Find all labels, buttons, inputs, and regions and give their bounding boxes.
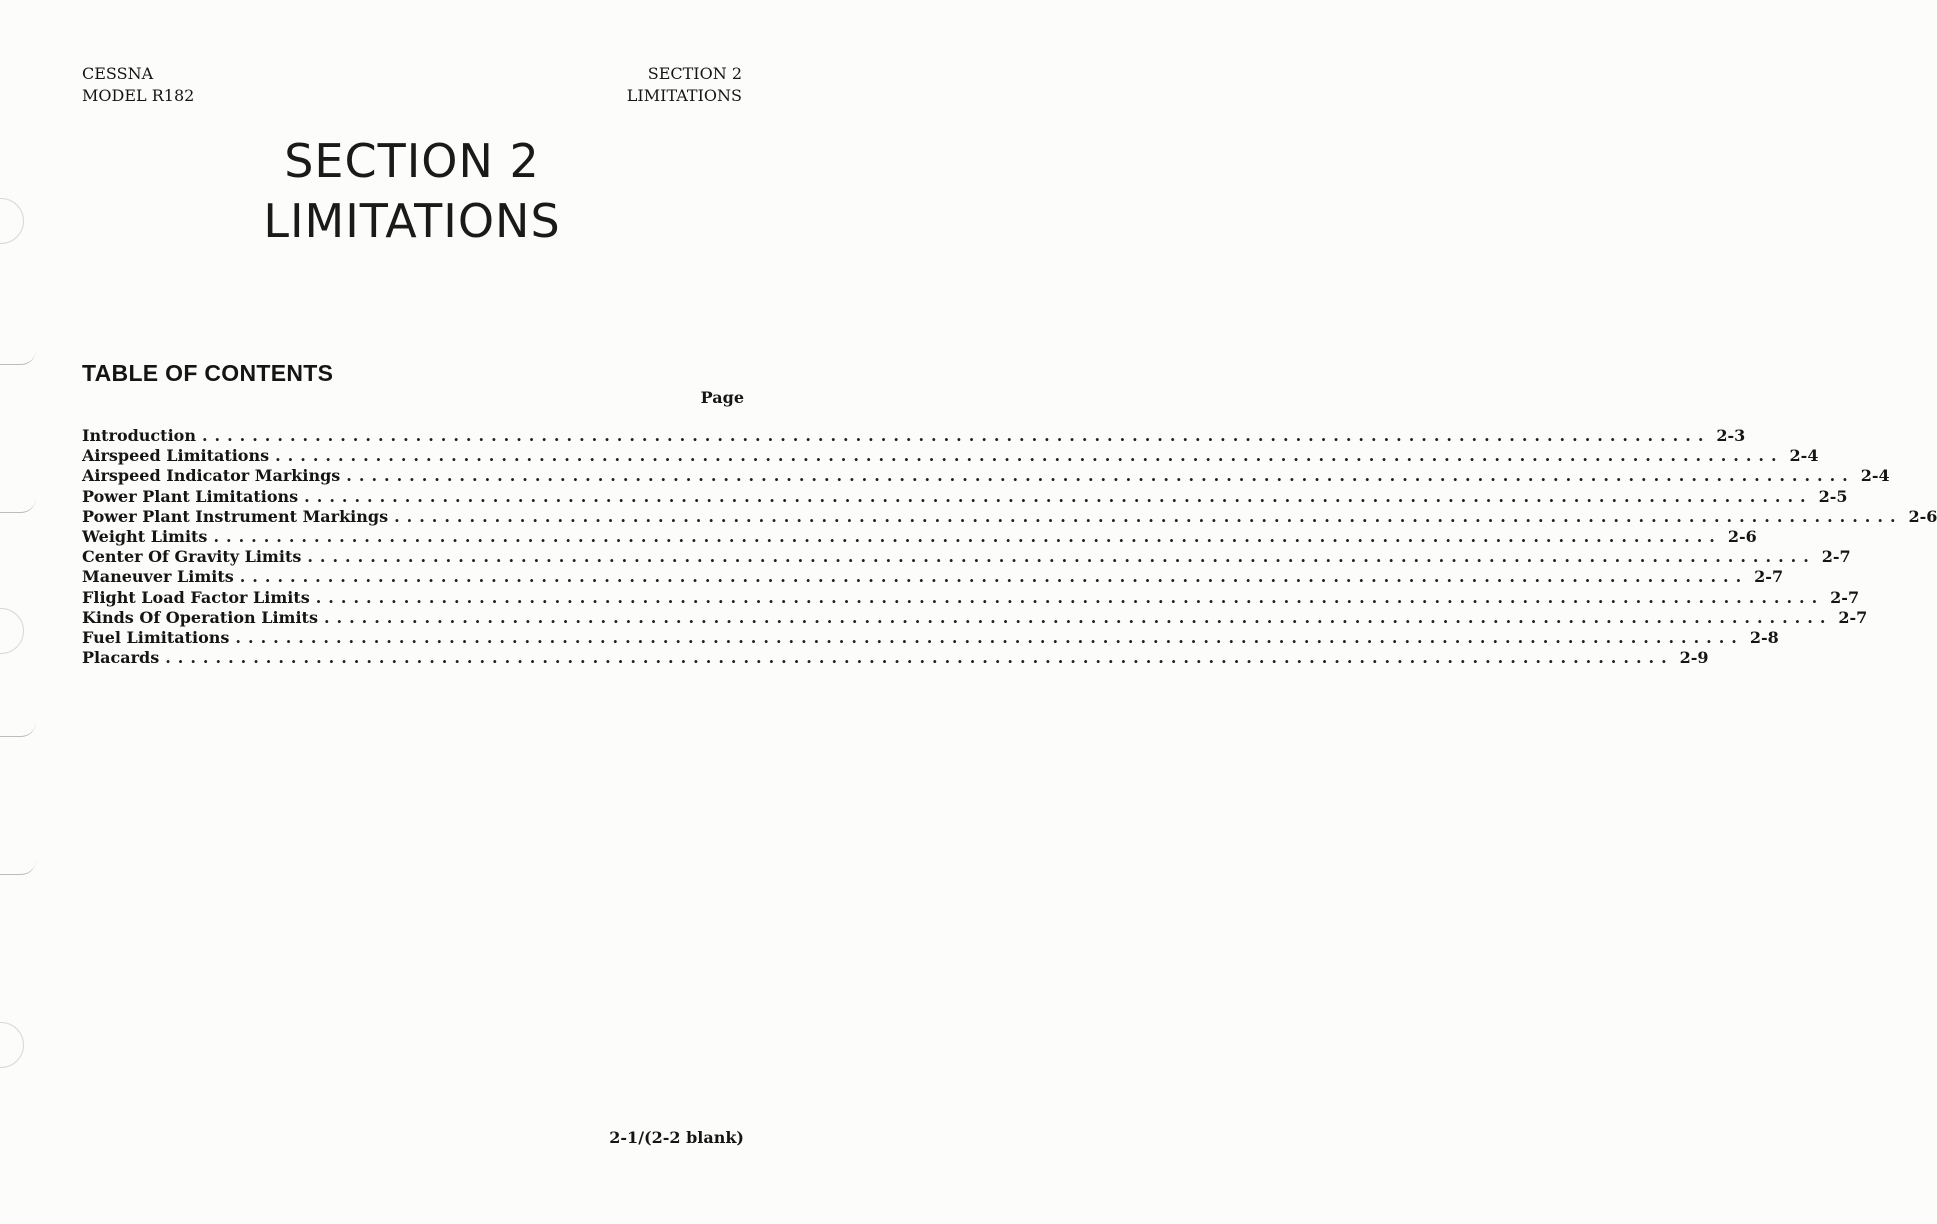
toc-entry-title: Power Plant Instrument Markings bbox=[82, 506, 389, 526]
edge-mark bbox=[0, 498, 36, 513]
toc-entry-page: 2-7 bbox=[1830, 587, 1860, 607]
edge-mark bbox=[0, 722, 36, 737]
toc-leader-dots: ........................................................................................................................ bbox=[201, 426, 1711, 445]
toc-entry[interactable] bbox=[82, 486, 1848, 507]
toc-entry-page: 2-7 bbox=[1754, 567, 1784, 587]
toc-leader-dots: ........................................................................................................................ bbox=[275, 446, 1784, 466]
toc-entry-page: 2-3 bbox=[1716, 426, 1746, 445]
toc-leader-dots: ........................................................................................................................ bbox=[315, 587, 1825, 607]
toc-leader-dots: ........................................................................................................................ bbox=[213, 526, 1722, 546]
edge-mark bbox=[0, 350, 36, 365]
header-model: MODEL R182 bbox=[82, 86, 195, 105]
table-of-contents bbox=[82, 426, 1937, 668]
binder-hole bbox=[0, 608, 24, 654]
toc-entry-title: Placards bbox=[82, 648, 160, 668]
toc-entry-page: 2-4 bbox=[1789, 446, 1819, 466]
toc-entry-page: 2-7 bbox=[1838, 607, 1868, 627]
toc-leader-dots: ........................................................................................................................ bbox=[304, 486, 1813, 506]
toc-entry-title: Fuel Limitations bbox=[82, 627, 230, 647]
toc-leader-dots: ........................................................................................................................ bbox=[346, 466, 1855, 486]
toc-entry[interactable] bbox=[82, 587, 1860, 608]
toc-entry-title: Center Of Gravity Limits bbox=[82, 547, 302, 567]
toc-entry[interactable] bbox=[82, 506, 1937, 527]
toc-entry-title: Maneuver Limits bbox=[82, 567, 234, 587]
section-subtitle: LIMITATIONS bbox=[263, 194, 561, 248]
header-section-title: LIMITATIONS bbox=[626, 86, 742, 105]
section-title: SECTION 2 bbox=[284, 134, 540, 188]
toc-entry-title: Weight Limits bbox=[82, 526, 208, 546]
toc-entry-title: Introduction bbox=[82, 426, 196, 445]
toc-heading: TABLE OF CONTENTS bbox=[82, 360, 334, 386]
toc-entry[interactable] bbox=[82, 547, 1851, 567]
toc-entry-page: 2-6 bbox=[1908, 506, 1937, 526]
toc-entry[interactable] bbox=[82, 526, 1757, 547]
toc-entry-page: 2-4 bbox=[1860, 466, 1890, 486]
toc-entry-page: 2-9 bbox=[1679, 648, 1709, 668]
toc-leader-dots: ........................................................................................................................ bbox=[165, 648, 1674, 668]
edge-mark bbox=[0, 860, 36, 875]
toc-entry[interactable] bbox=[82, 648, 1709, 668]
toc-entry-title: Flight Load Factor Limits bbox=[82, 587, 310, 607]
toc-entry-title: Airspeed Limitations bbox=[82, 446, 270, 466]
binder-hole bbox=[0, 1022, 24, 1068]
toc-leader-dots: ........................................................................................................................ bbox=[235, 627, 1744, 647]
toc-page-label: Page bbox=[700, 388, 744, 407]
toc-entry-page: 2-6 bbox=[1727, 526, 1757, 546]
toc-leader-dots: ........................................................................................................................ bbox=[394, 506, 1903, 526]
toc-entry[interactable] bbox=[82, 466, 1890, 486]
toc-leader-dots: ........................................................................................................................ bbox=[307, 547, 1816, 567]
toc-entry[interactable] bbox=[82, 567, 1784, 587]
toc-entry-page: 2-8 bbox=[1749, 627, 1779, 647]
header-left bbox=[82, 63, 194, 107]
toc-entry[interactable] bbox=[82, 446, 1819, 466]
toc-entry[interactable] bbox=[82, 607, 1868, 628]
toc-entry-title: Airspeed Indicator Markings bbox=[82, 466, 341, 486]
header-section: SECTION 2 bbox=[647, 64, 742, 83]
toc-entry[interactable] bbox=[82, 627, 1779, 648]
toc-leader-dots: ........................................................................................................................ bbox=[239, 567, 1749, 587]
toc-entry-page: 2-5 bbox=[1818, 486, 1848, 506]
header-right bbox=[627, 63, 742, 107]
toc-entry-title: Power Plant Limitations bbox=[82, 486, 299, 506]
page-number: 2-1/(2-2 blank) bbox=[609, 1128, 744, 1147]
toc-entry[interactable] bbox=[82, 426, 1746, 446]
toc-entry-title: Kinds Of Operation Limits bbox=[82, 607, 318, 627]
toc-entry-page: 2-7 bbox=[1821, 547, 1851, 567]
header-manufacturer: CESSNA bbox=[82, 64, 154, 83]
toc-leader-dots: ........................................................................................................................ bbox=[323, 607, 1833, 627]
